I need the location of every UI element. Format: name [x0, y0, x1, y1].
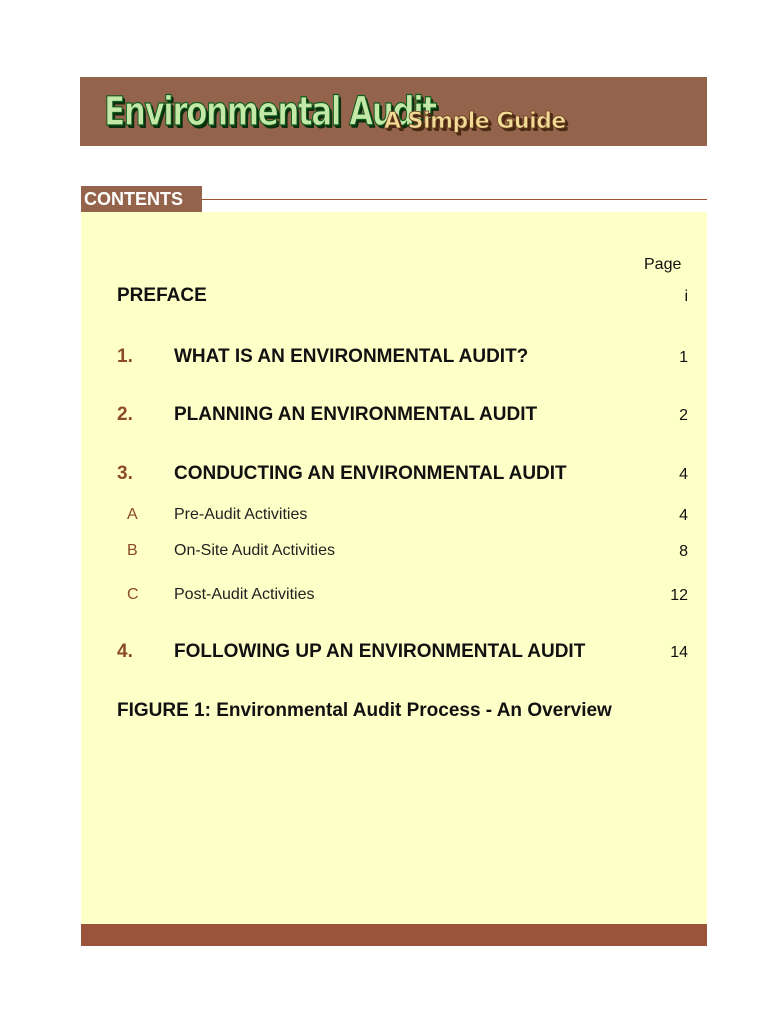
section-number: 1. [117, 346, 133, 367]
subsection-letter: C [127, 586, 139, 603]
section-number: 4. [117, 641, 133, 662]
heading-divider [202, 199, 707, 200]
document-title: Environmental Audit [104, 89, 436, 135]
figure-entry: FIGURE 1: Environmental Audit Process - An Overview [117, 700, 612, 721]
section-title: FOLLOWING UP AN ENVIRONMENTAL AUDIT [174, 641, 586, 662]
subsection-title: Pre-Audit Activities [174, 506, 308, 523]
subsection-letter: B [127, 542, 138, 559]
section-page: 4 [679, 466, 688, 483]
contents-panel [81, 212, 707, 924]
subsection-page: 12 [670, 587, 688, 604]
section-page: 2 [679, 407, 688, 424]
section-title: PLANNING AN ENVIRONMENTAL AUDIT [174, 404, 538, 425]
subsection-page: 8 [679, 543, 688, 560]
section-title: CONDUCTING AN ENVIRONMENTAL AUDIT [174, 463, 567, 484]
subsection-letter: A [127, 506, 138, 523]
page-column-label: Page [644, 256, 682, 273]
section-title: WHAT IS AN ENVIRONMENTAL AUDIT? [174, 346, 529, 367]
footer-bar [81, 924, 707, 946]
section-number: 3. [117, 463, 133, 484]
section-page: 14 [670, 644, 688, 661]
preface-page: i [684, 288, 688, 305]
document-subtitle: A Simple Guide [384, 109, 566, 134]
preface-title: PREFACE [117, 285, 207, 306]
subsection-title: Post-Audit Activities [174, 586, 315, 603]
subsection-title: On-Site Audit Activities [174, 542, 335, 559]
subsection-page: 4 [679, 507, 688, 524]
section-page: 1 [679, 349, 688, 366]
section-number: 2. [117, 404, 133, 425]
contents-heading: CONTENTS [81, 186, 202, 212]
title-banner [80, 77, 707, 146]
